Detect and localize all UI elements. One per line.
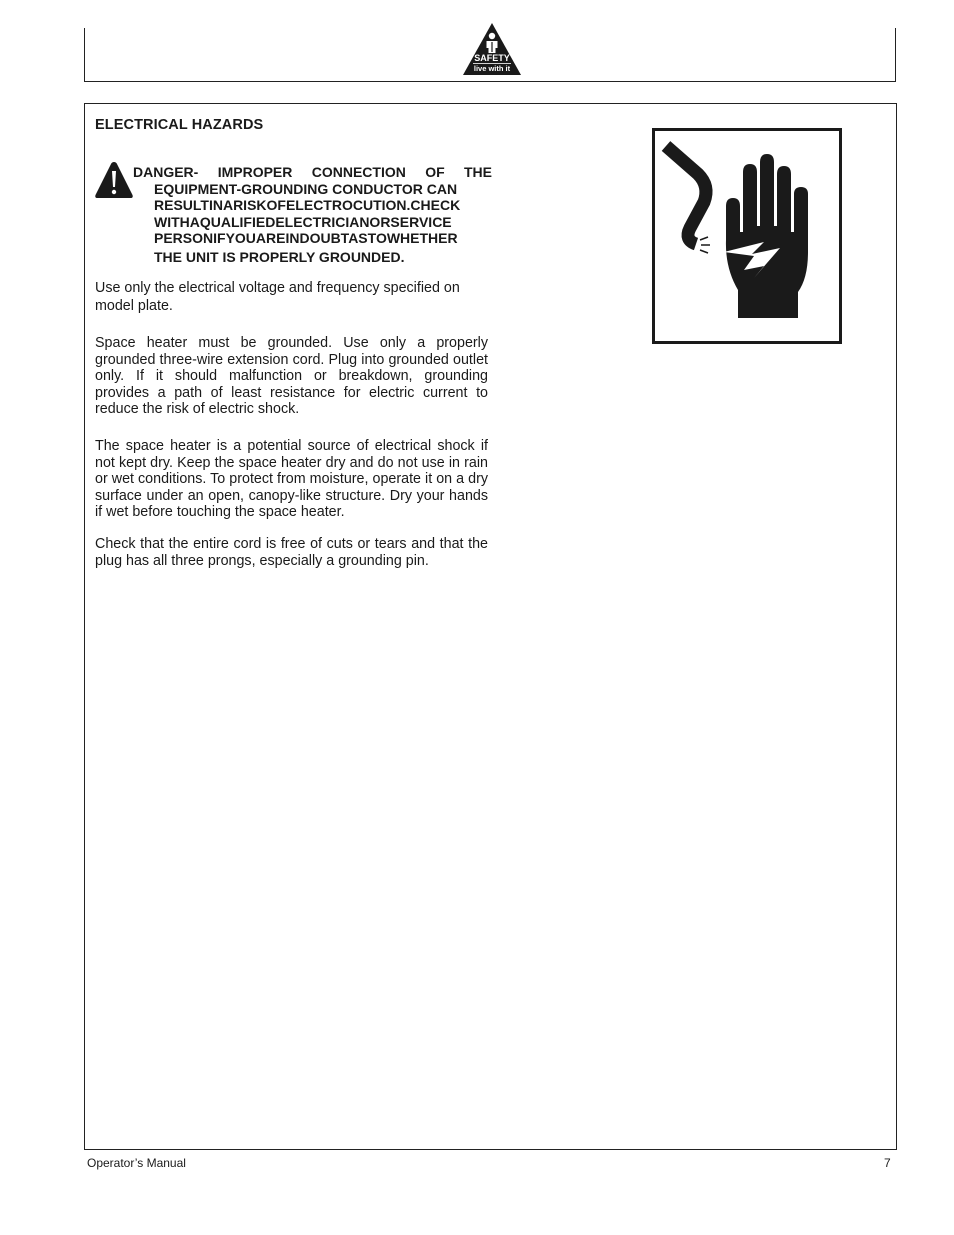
- danger-line-3: RESULTINARISKOFELECTROCUTION.CHECK: [154, 197, 461, 213]
- safety-logo-text-bottom: live with it: [473, 64, 511, 73]
- electric-shock-hand-icon: [652, 128, 842, 344]
- section-title: ELECTRICAL HAZARDS: [95, 117, 264, 133]
- grounding-paragraph: Space heater must be grounded. Use only a properly grounded three-wire extension cord. Plug into grounded outlet only. If it should malfunction or breakdown, grounding provides a path of least resistance for electric current to reduce the risk of electric shock.: [95, 335, 488, 417]
- danger-line-1: DANGER- IMPROPER CONNECTION OF THE: [133, 164, 492, 180]
- voltage-paragraph: Use only the electrical voltage and frequency specified on model plate.: [95, 280, 460, 314]
- safety-logo-icon: [462, 22, 522, 76]
- footer-page-number: 7: [884, 1156, 891, 1170]
- danger-notice: [133, 164, 492, 265]
- danger-line-5: PERSONIFYOUAREINDOUBTASTOWHETHER: [154, 230, 458, 246]
- danger-line-2: EQUIPMENT-GROUNDING CONDUCTOR CAN: [154, 180, 458, 197]
- moisture-paragraph: The space heater is a potential source of electrical shock if not kept dry. Keep the space heater dry and do not use in rain or wet conditions. To protect from moisture, operate it on a dry surface under an open, canopy-like structure. Dry your hands if wet before touching the space heater.: [95, 438, 488, 520]
- cord-check-paragraph: Check that the entire cord is free of cuts or tears and that the plug has all three prongs, especially a grounding pin.: [95, 536, 488, 569]
- danger-line-4: WITHAQUALIFIEDELECTRICIANORSERVICE: [154, 213, 452, 230]
- footer-manual-title: Operator’s Manual: [87, 1156, 186, 1170]
- danger-line-6: THE UNIT IS PROPERLY GROUNDED.: [154, 248, 405, 265]
- warning-triangle-icon: [94, 160, 134, 200]
- safety-logo-text-top: SAFETY: [474, 53, 510, 63]
